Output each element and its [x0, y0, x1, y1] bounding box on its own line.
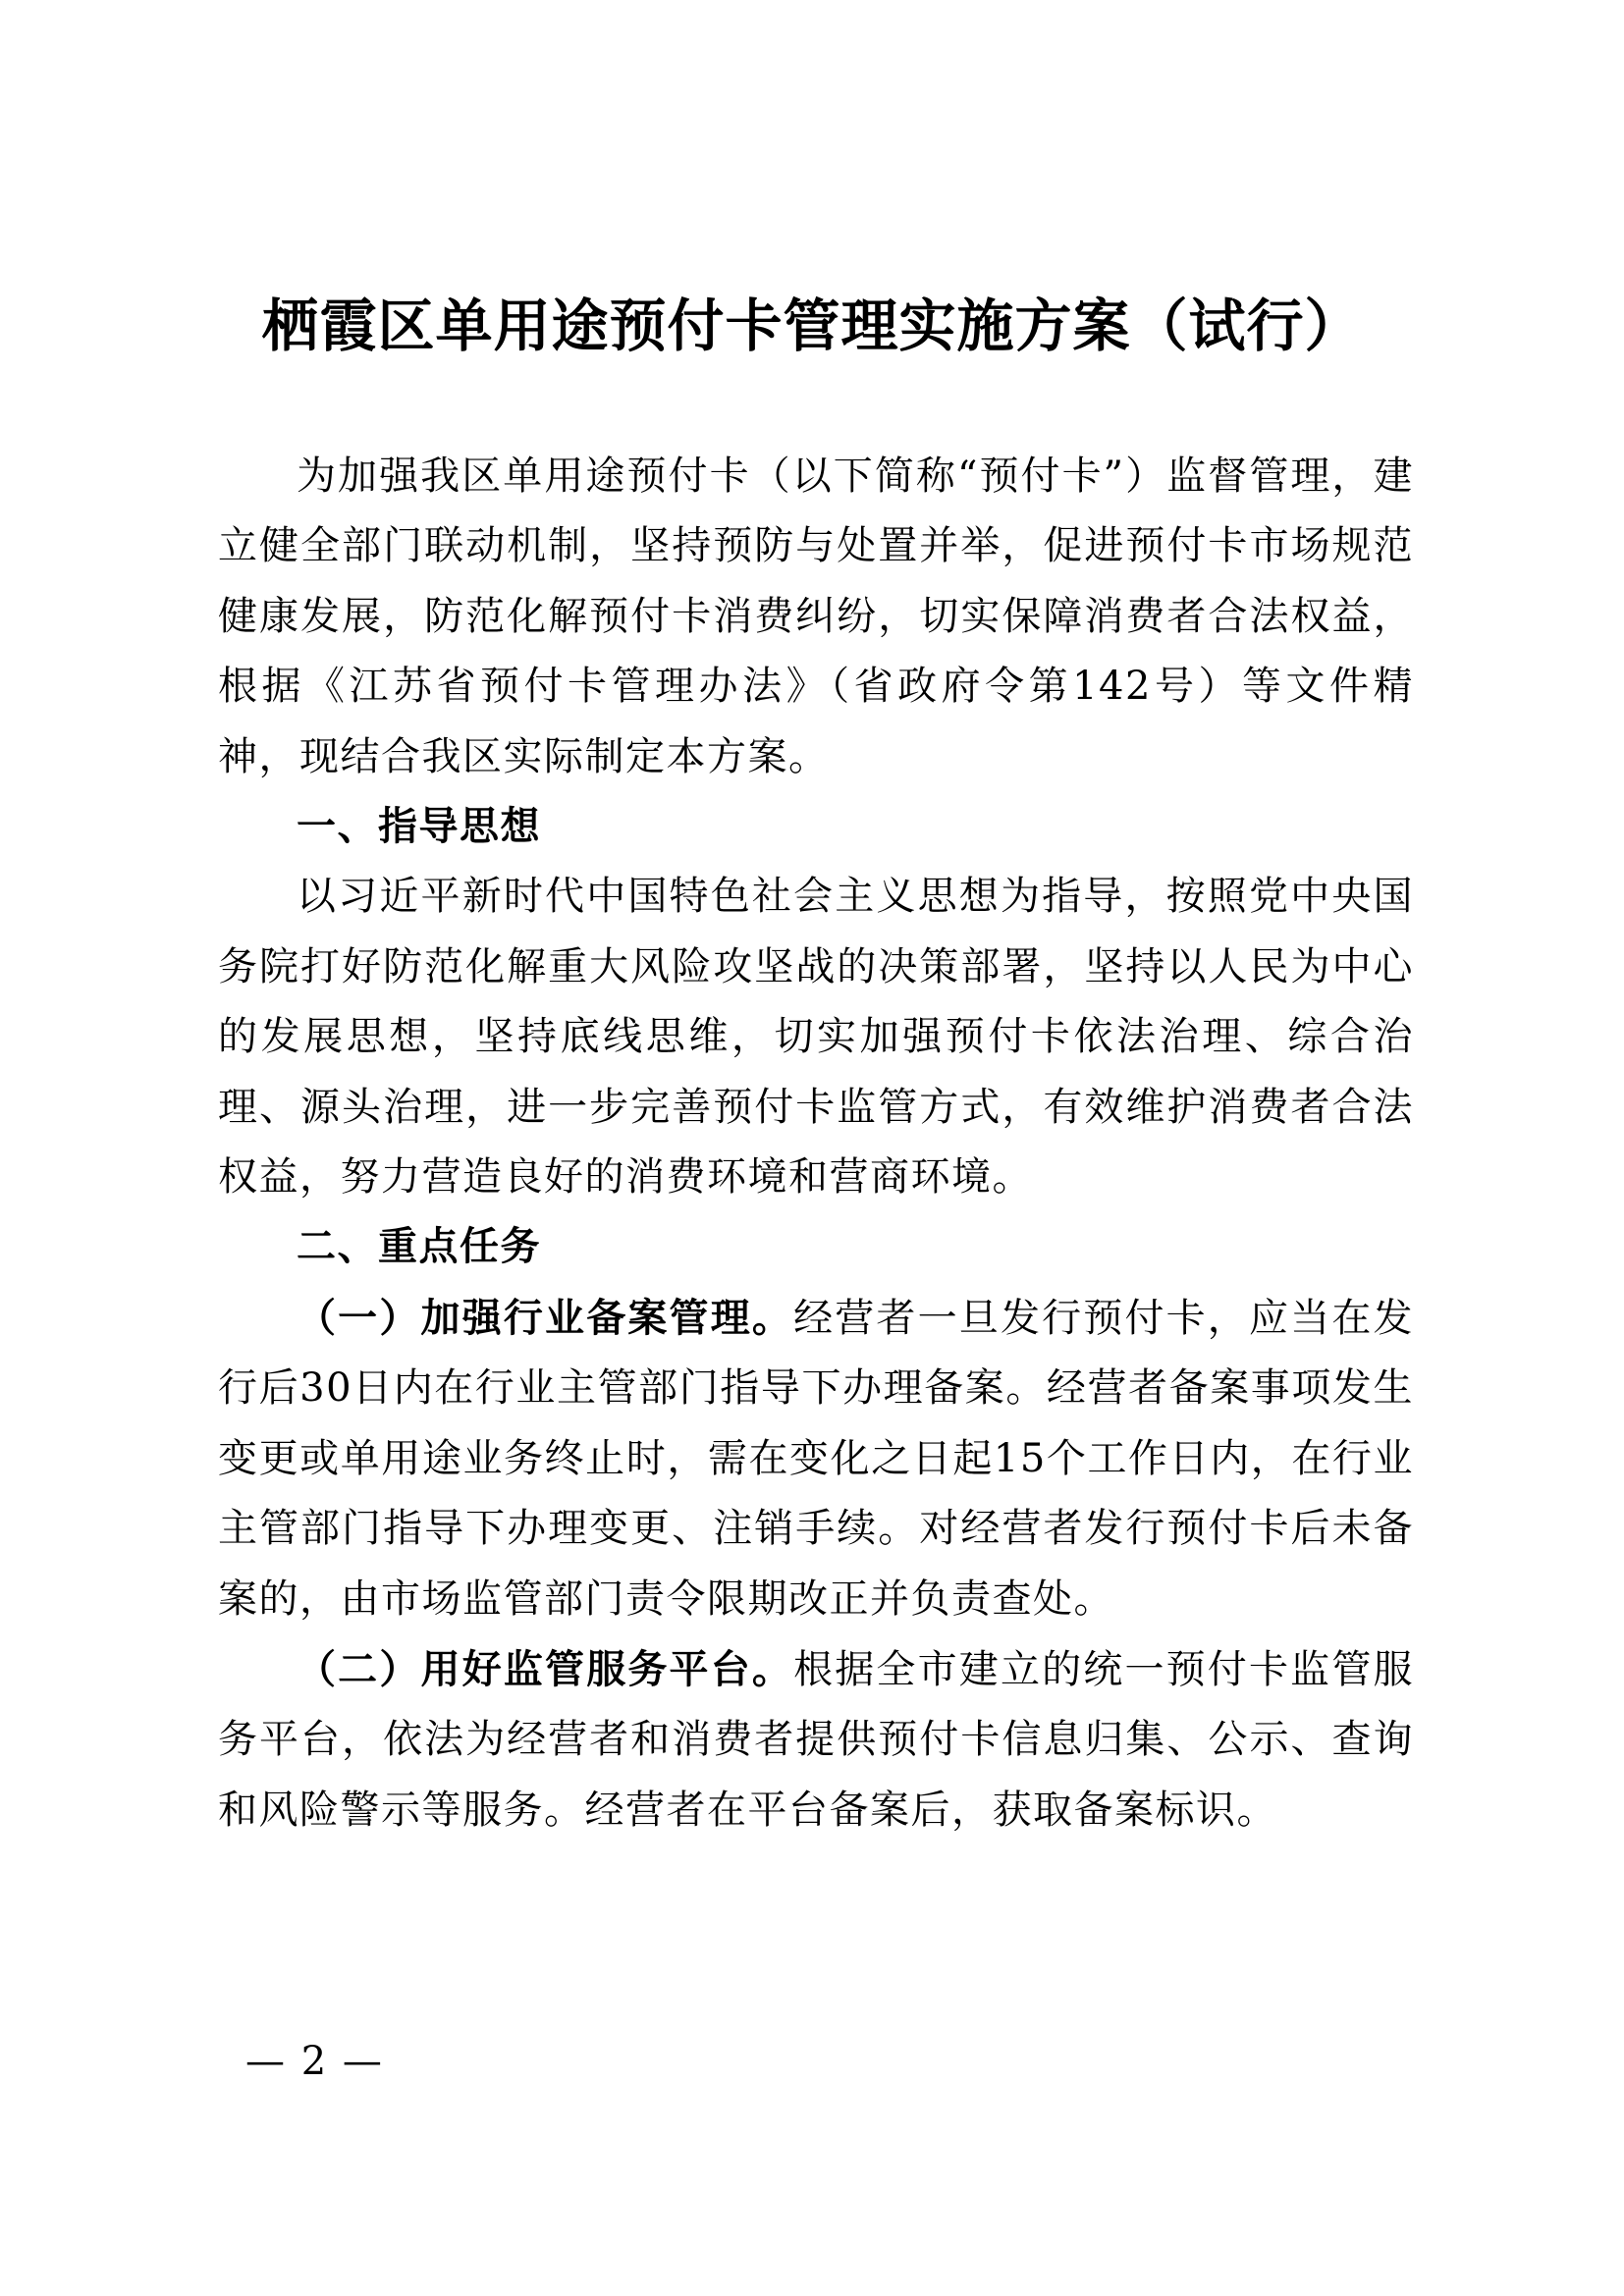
intro-paragraph: 为加强我区单用途预付卡（以下简称“预付卡”）监督管理，建立健全部门联动机制，坚持预防与处置并举，促进预付卡市场规范健康发展，防范化解预付卡消费纠纷，切实保障消费者合法权益，根据《江苏省预付卡管理办法》（省政府令第142号）等文件精神，现结合我区实际制定本方案。 [218, 454, 1414, 779]
task-paragraph-1 [218, 1283, 1414, 1634]
document-title: 栖霞区单用途预付卡管理实施方案（试行） [261, 293, 1363, 359]
document-body [218, 442, 1414, 1845]
task-text-1: 经营者一旦发行预付卡，应当在发行后30日内在行业主管部门指导下办理备案。经营者备案事项发生变更或单用途业务终止时，需在变化之日起15个工作日内，在行业主管部门指导下办理变更、注销手续。对经营者发行预付卡后未备案的，由市场监管部门责令限期改正并负责查处。 [218, 1295, 1415, 1622]
task-paragraph-2 [218, 1634, 1414, 1845]
task-text-2: 根据全市建立的统一预付卡监管服务平台，依法为经营者和消费者提供预付卡信息归集、公示、查询和风险警示等服务。经营者在平台备案后，获取备案标识。 [218, 1646, 1415, 1833]
section-heading-key-tasks: 二、重点任务 [297, 1224, 541, 1270]
task-lead-2: （二）用好监管服务平台。 [297, 1645, 794, 1692]
guiding-ideology-paragraph: 以习近平新时代中国特色社会主义思想为指导，按照党中央国务院打好防范化解重大风险攻坚战的决策部署，坚持以人民为中心的发展思想，坚持底线思维，切实加强预付卡依法治理、综合治理、源头治理，进一步完善预付卡监管方式，有效维护消费者合法权益，努力营造良好的消费环境和营商环境。 [218, 874, 1414, 1201]
task-lead-1: （一）加强行业备案管理。 [297, 1294, 794, 1341]
section-heading-guiding-ideology: 一、指导思想 [297, 804, 541, 850]
page-number: — 2 — [245, 2039, 384, 2084]
